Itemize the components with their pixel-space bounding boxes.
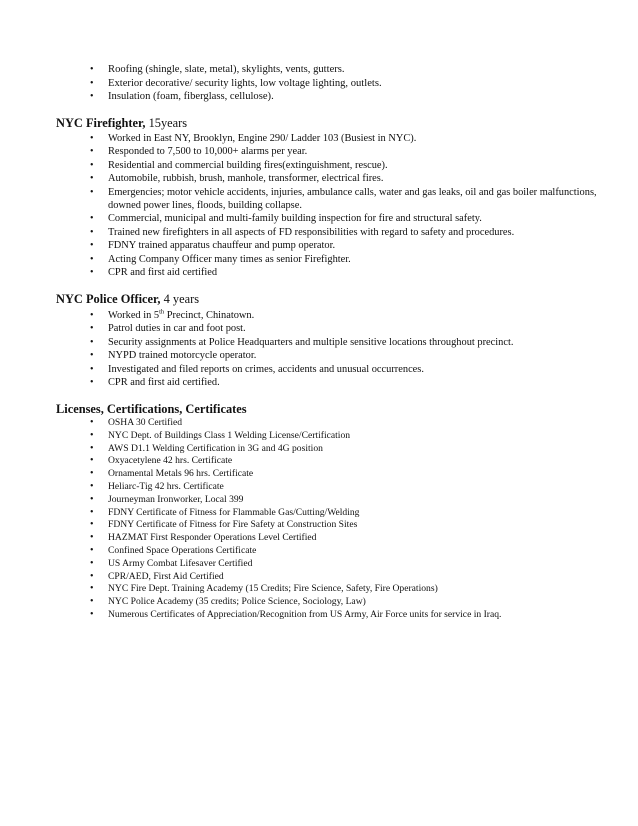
bullet-icon: • — [90, 557, 94, 569]
list-item: • Ornamental Metals 96 hrs. Certificate — [90, 468, 254, 480]
firefighter-list — [90, 132, 600, 279]
list-item: • NYC Fire Dept. Training Academy (15 Credits; Fire Science, Safety, Fire Operations) — [90, 583, 438, 595]
skills-list — [90, 63, 610, 104]
bullet-icon: • — [90, 253, 94, 265]
list-item: • Investigated and filed reports on crimes, accidents and unusual occurrences. — [90, 363, 424, 375]
list-item: • Emergencies; motor vehicle accidents, injuries, ambulance calls, water and gas leaks, oil and gas boiler malfunctions, downed power lines, floods, building collapse. — [90, 186, 597, 212]
list-item: • Oxyacetylene 42 hrs. Certificate — [90, 455, 233, 467]
bullet-icon: • — [90, 363, 94, 375]
list-item: • FDNY Certificate of Fitness for Fire Safety at Construction Sites — [90, 519, 358, 531]
list-item: • Automobile, rubbish, brush, manhole, transformer, electrical fires. — [90, 173, 384, 185]
list-item: • HAZMAT First Responder Operations Level Certified — [90, 532, 317, 544]
bullet-icon: • — [90, 267, 94, 279]
bullet-icon: • — [90, 213, 94, 225]
section-heading-licenses: Licenses, Certifications, Certificates — [56, 402, 247, 416]
section-heading-police: NYC Police Officer, 4 years — [56, 292, 200, 306]
bullet-icon: • — [90, 506, 94, 518]
bullet-icon: • — [90, 532, 94, 544]
list-item: • Patrol duties in car and foot post. — [90, 323, 246, 335]
list-item: • Commercial, municipal and multi-family building inspection for fire and structural safety. — [90, 213, 482, 225]
list-item: • Numerous Certificates of Appreciation/Recognition from US Army, Air Force units for service in Iraq. — [90, 608, 502, 620]
bullet-icon: • — [90, 226, 94, 238]
bullet-icon: • — [90, 377, 94, 389]
list-item: • Confined Space Operations Certificate — [90, 544, 257, 556]
list-item: • US Army Combat Lifesaver Certified — [90, 557, 253, 569]
bullet-icon: • — [90, 429, 94, 441]
bullet-icon: • — [90, 91, 94, 103]
list-item: • CPR and first aid certified. — [90, 377, 220, 389]
section-heading-firefighter: NYC Firefighter, 15years — [56, 116, 188, 130]
list-item: • Insulation (foam, fiberglass, cellulose). — [90, 91, 274, 103]
bullet-icon: • — [90, 442, 94, 454]
list-item: • Exterior decorative/ security lights, low voltage lighting, outlets. — [90, 77, 382, 89]
list-item: • Acting Company Officer many times as senior Firefighter. — [90, 253, 351, 265]
list-item: • Residential and commercial building fires(extinguishment, rescue). — [90, 159, 388, 171]
list-item: • Heliarc-Tig 42 hrs. Certificate — [90, 480, 224, 492]
bullet-icon: • — [90, 186, 94, 198]
bullet-icon: • — [90, 146, 94, 158]
bullet-icon: • — [90, 350, 94, 362]
bullet-icon: • — [90, 173, 94, 185]
bullet-icon: • — [90, 480, 94, 492]
bullet-icon: • — [90, 64, 94, 75]
bullet-icon: • — [90, 417, 94, 428]
bullet-icon: • — [90, 519, 94, 531]
bullet-icon: • — [90, 468, 94, 480]
bullet-icon: • — [90, 608, 94, 620]
list-item: • Worked in East NY, Brooklyn, Engine 290/ Ladder 103 (Busiest in NYC). — [90, 133, 417, 144]
bullet-icon: • — [90, 77, 94, 89]
list-item: • Roofing (shingle, slate, metal), skylights, vents, gutters. — [90, 64, 345, 75]
list-item: • Journeyman Ironworker, Local 399 — [90, 493, 244, 505]
bullet-icon: • — [90, 133, 94, 144]
list-item: • Trained new firefighters in all aspects of FD responsibilities with regard to safety and procedures. — [90, 226, 515, 238]
list-item: • CPR/AED, First Aid Certified — [90, 570, 224, 582]
bullet-icon: • — [90, 596, 94, 608]
bullet-icon: • — [90, 336, 94, 348]
list-item: • AWS D1.1 Welding Certification in 3G and 4G position — [90, 442, 323, 454]
list-item: • NYC Dept. of Buildings Class 1 Welding License/Certification — [90, 429, 351, 441]
bullet-icon: • — [90, 493, 94, 505]
licenses-list — [90, 417, 600, 622]
bullet-icon: • — [90, 159, 94, 171]
bullet-icon: • — [90, 310, 94, 321]
bullet-icon: • — [90, 455, 94, 467]
list-item: • OSHA 30 Certified — [90, 417, 183, 428]
list-item: • NYC Police Academy (35 credits; Police Science, Sociology, Law) — [90, 596, 366, 608]
list-item: • Responded to 7,500 to 10,000+ alarms per year. — [90, 146, 308, 158]
list-item: • CPR and first aid certified — [90, 267, 218, 279]
bullet-icon: • — [90, 323, 94, 335]
bullet-icon: • — [90, 570, 94, 582]
list-item: • FDNY trained apparatus chauffeur and pump operator. — [90, 240, 336, 252]
list-item: • Worked in 5th Precinct, Chinatown. — [90, 308, 255, 321]
police-list — [90, 309, 600, 389]
bullet-icon: • — [90, 583, 94, 595]
list-item: • FDNY Certificate of Fitness for Flammable Gas/Cutting/Welding — [90, 506, 360, 518]
bullet-icon: • — [90, 240, 94, 252]
list-item: • Security assignments at Police Headquarters and multiple sensitive locations throughout precinct. — [90, 336, 514, 348]
list-item: • NYPD trained motorcycle operator. — [90, 350, 257, 362]
bullet-icon: • — [90, 544, 94, 556]
